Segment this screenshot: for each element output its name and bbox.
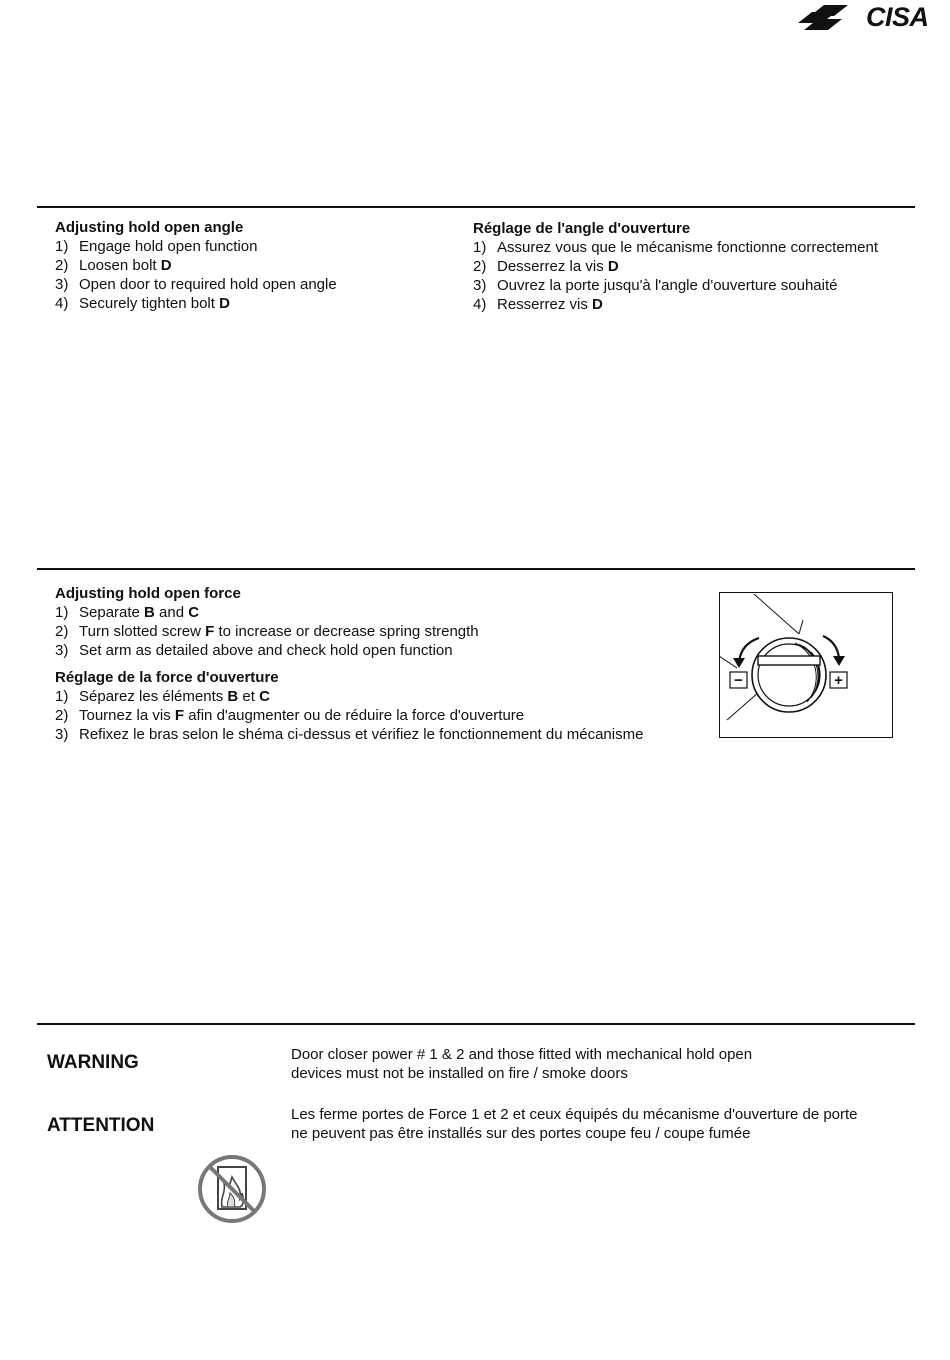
increase-symbol: + — [834, 672, 843, 689]
step-item: 1) Séparez les éléments B et C — [55, 688, 270, 705]
section-title: Réglage de la force d'ouverture — [55, 669, 279, 686]
attention-text — [291, 1105, 921, 1143]
decrease-symbol: − — [734, 672, 743, 689]
step-item: 3) Refixez le bras selon le shéma ci-dessus et vérifiez le fonctionnement du mécanisme — [55, 726, 644, 743]
brand-name: CISA — [866, 2, 929, 32]
warning-text — [291, 1045, 921, 1083]
section-divider — [37, 1023, 915, 1025]
step-item: 1) Separate B and C — [55, 604, 200, 621]
steps-list — [55, 687, 705, 744]
hold-open-force-fr — [55, 668, 705, 744]
steps-list — [55, 237, 455, 313]
section-title: Réglage de l'angle d'ouverture — [473, 220, 691, 237]
step-item: 3) Ouvrez la porte jusqu'à l'angle d'ouverture souhaité — [473, 277, 838, 294]
no-fire-door-icon — [196, 1153, 268, 1225]
step-item: 1) Engage hold open function — [55, 238, 258, 255]
attention-label: ATTENTION — [47, 1115, 155, 1136]
step-item: 4) Securely tighten bolt D — [55, 295, 230, 312]
warning-text-line: devices must not be installed on fire / smoke doors — [291, 1065, 628, 1082]
slotted-screw-diagram-icon — [719, 592, 893, 738]
step-item: 2) Desserrez la vis D — [473, 258, 619, 275]
spring-adjustment-diagram — [719, 592, 893, 738]
step-item: 1) Assurez vous que le mécanisme fonctionne correctement — [473, 239, 879, 256]
step-item: 3) Open door to required hold open angle — [55, 276, 337, 293]
hold-open-angle-fr — [473, 219, 918, 314]
section-divider — [37, 206, 915, 208]
warning-text-line: Door closer power # 1 & 2 and those fitted with mechanical hold open — [291, 1046, 753, 1063]
step-item: 2) Turn slotted screw F to increase or decrease spring strength — [55, 623, 479, 640]
step-item: 2) Loosen bolt D — [55, 257, 172, 274]
hold-open-force-en — [55, 584, 705, 660]
section-title: Adjusting hold open force — [55, 585, 241, 602]
attention-text-line: ne peuvent pas être installés sur des portes coupe feu / coupe fumée — [291, 1125, 751, 1142]
step-item: 4) Resserrez vis D — [473, 296, 603, 313]
steps-list — [55, 603, 705, 660]
section-divider — [37, 568, 915, 570]
warning-label: WARNING — [47, 1052, 139, 1073]
steps-list — [473, 238, 918, 314]
step-item: 2) Tournez la vis F afin d'augmenter ou de réduire la force d'ouverture — [55, 707, 525, 724]
attention-text-line: Les ferme portes de Force 1 et 2 et ceux équipés du mécanisme d'ouverture de porte — [291, 1106, 858, 1123]
hold-open-angle-en — [55, 218, 455, 313]
section-title: Adjusting hold open angle — [55, 219, 244, 236]
step-item: 3) Set arm as detailed above and check hold open function — [55, 642, 453, 659]
